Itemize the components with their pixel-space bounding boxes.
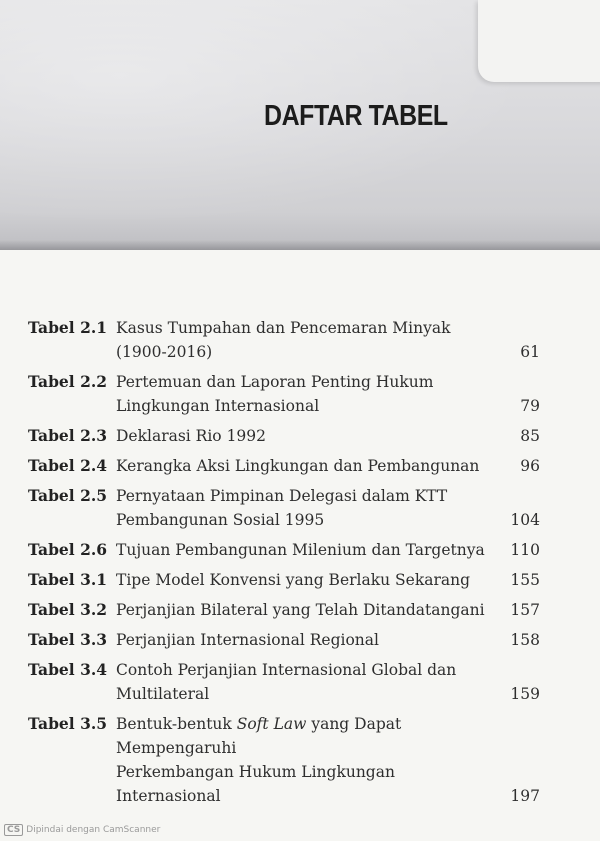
table-title xyxy=(116,370,492,418)
page-number: 79 xyxy=(520,397,540,415)
title-line: (1900-2016) xyxy=(116,343,213,361)
table-number: Tabel 3.4 xyxy=(28,660,108,679)
page-number: 104 xyxy=(510,511,540,529)
scanner-watermark-text: Dipindai dengan CamScanner xyxy=(26,825,161,835)
table-title xyxy=(116,628,492,652)
table-entry-2-1[interactable] xyxy=(28,316,540,364)
page-number: 158 xyxy=(510,631,540,649)
table-entry-2-4[interactable] xyxy=(28,454,540,478)
header-band xyxy=(0,0,600,250)
page-number: 96 xyxy=(520,457,540,475)
table-number: Tabel 2.5 xyxy=(28,486,108,505)
title-line: Perjanjian Bilateral yang Telah Ditandatangani xyxy=(116,601,485,619)
title-line: Tujuan Pembangunan Milenium dan Targetnya xyxy=(116,541,485,559)
title-line: Deklarasi Rio 1992 xyxy=(116,427,267,445)
scanner-watermark xyxy=(4,824,160,836)
table-number: Tabel 2.1 xyxy=(28,318,108,337)
page-number: 110 xyxy=(510,541,540,559)
title-line: Pernyataan Pimpinan Delegasi dalam KTT xyxy=(116,487,448,505)
table-entry-2-5[interactable] xyxy=(28,484,540,532)
page-corner-tab xyxy=(478,0,600,82)
title-line: Lingkungan Internasional xyxy=(116,397,320,415)
title-line: Pembangunan Sosial 1995 xyxy=(116,511,325,529)
table-entry-3-4[interactable] xyxy=(28,658,540,706)
table-number: Tabel 2.6 xyxy=(28,540,108,559)
page-number: 159 xyxy=(510,685,540,703)
table-title xyxy=(116,538,492,562)
italic-term: Soft Law xyxy=(236,715,307,733)
table-title xyxy=(116,712,492,808)
table-entry-3-2[interactable] xyxy=(28,598,540,622)
title-line: Tipe Model Konvensi yang Berlaku Sekarang xyxy=(116,571,471,589)
table-title xyxy=(116,454,492,478)
table-title xyxy=(116,424,492,448)
table-title xyxy=(116,568,492,592)
table-entry-2-3[interactable] xyxy=(28,424,540,448)
table-number: Tabel 3.2 xyxy=(28,600,108,619)
table-number: Tabel 2.2 xyxy=(28,372,108,391)
table-entry-3-3[interactable] xyxy=(28,628,540,652)
table-number: Tabel 3.1 xyxy=(28,570,108,589)
table-entry-2-2[interactable] xyxy=(28,370,540,418)
table-number: Tabel 2.4 xyxy=(28,456,108,475)
title-line: Multilateral xyxy=(116,685,210,703)
page-number: 197 xyxy=(510,787,540,805)
page-number: 61 xyxy=(520,343,540,361)
page-title: DAFTAR TABEL xyxy=(264,100,448,132)
table-entry-2-6[interactable] xyxy=(28,538,540,562)
table-number: Tabel 3.3 xyxy=(28,630,108,649)
page-number: 155 xyxy=(510,571,540,589)
title-line: Kerangka Aksi Lingkungan dan Pembangunan xyxy=(116,457,480,475)
title-line: Perjanjian Internasional Regional xyxy=(116,631,379,649)
title-line: Contoh Perjanjian Internasional Global dan xyxy=(116,661,457,679)
title-line: Pertemuan dan Laporan Penting Hukum xyxy=(116,373,434,391)
table-entry-3-5[interactable] xyxy=(28,712,540,808)
title-line: Bentuk-bentuk Soft Law yang Dapat Mempengaruhi xyxy=(116,715,402,757)
page-number: 85 xyxy=(520,427,540,445)
table-number: Tabel 2.3 xyxy=(28,426,108,445)
camscanner-logo-icon: CS xyxy=(4,824,23,836)
table-title xyxy=(116,598,492,622)
table-title xyxy=(116,658,492,706)
table-entry-3-1[interactable] xyxy=(28,568,540,592)
title-line: Kasus Tumpahan dan Pencemaran Minyak xyxy=(116,319,451,337)
table-list xyxy=(28,316,540,808)
table-title xyxy=(116,484,492,532)
title-line: Perkembangan Hukum Lingkungan Internasional xyxy=(116,763,395,805)
table-number: Tabel 3.5 xyxy=(28,714,108,733)
page-number: 157 xyxy=(510,601,540,619)
table-title xyxy=(116,316,492,364)
